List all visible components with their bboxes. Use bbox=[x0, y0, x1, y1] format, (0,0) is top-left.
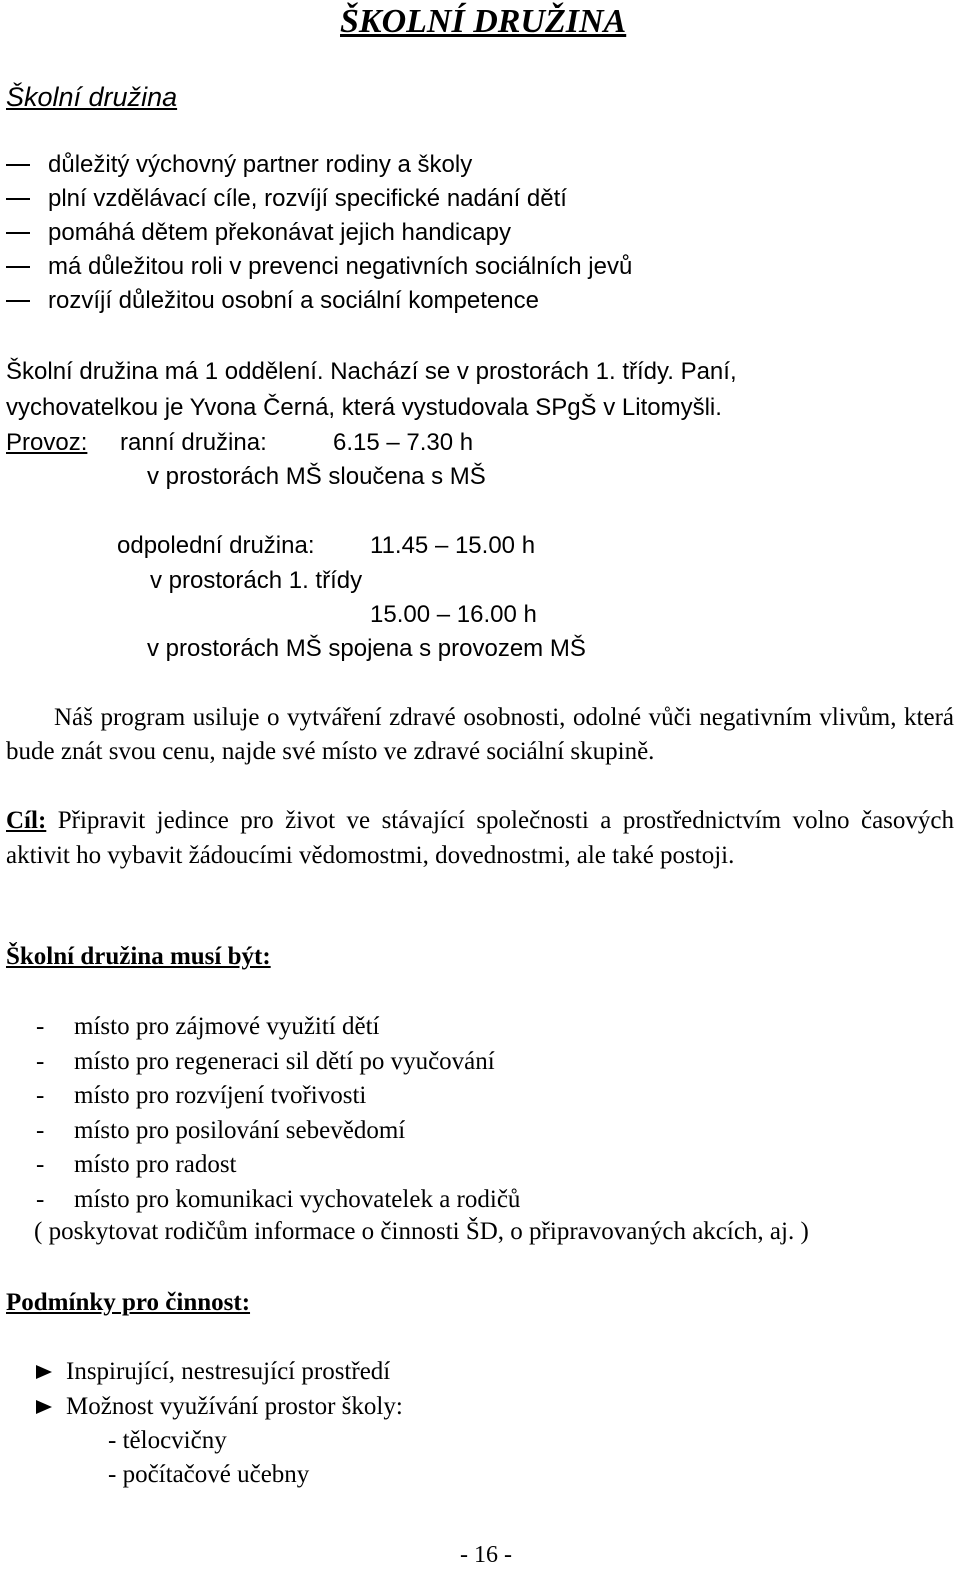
afternoon-time: 11.45 – 15.00 h bbox=[370, 532, 536, 559]
goal-paragraph bbox=[6, 803, 954, 873]
morning-label: ranní družina: bbox=[120, 429, 267, 456]
program-paragraph: Náš program usiluje o vytváření zdravé osobnosti, odolné vůči negativním vlivům, která bude znát svou cenu, najde své místo ve zdravé sociální skupině. bbox=[6, 704, 954, 765]
goal-text: Připravit jedince pro život ve stávající společnosti a prostřednictvím volno časových aktivit ho vybavit žádoucími vědomostmi, dovednostmi, ale také postoji. bbox=[6, 807, 954, 869]
info-line-2: vychovatelkou je Yvona Černá, která vystudovala SPgŠ v Litomyšli. bbox=[6, 394, 722, 421]
list-item: pomáhá dětem překonávat jejich handicapy bbox=[6, 216, 632, 250]
list-item: má důležitou roli v prevenci negativních sociálních jevů bbox=[6, 250, 632, 284]
dash-bullet-icon bbox=[6, 164, 30, 166]
list-item: - místo pro rozvíjení tvořivosti bbox=[36, 1082, 367, 1109]
must-be-note: ( poskytovat rodičům informace o činnosti ŠD, o připravovaných akcích, aj. ) bbox=[34, 1218, 809, 1245]
page-title: ŠKOLNÍ DRUŽINA bbox=[340, 3, 627, 40]
dash-bullet-icon bbox=[6, 232, 30, 234]
list-item: Možnost využívání prostor školy: bbox=[36, 1390, 403, 1425]
list-item: - místo pro posilování sebevědomí bbox=[36, 1116, 406, 1144]
afternoon-place: v prostorách 1. třídy bbox=[150, 567, 363, 594]
list-item: rozvíjí důležitou osobní a sociální kompetence bbox=[6, 284, 632, 318]
list-item: Inspirující, nestresující prostředí bbox=[36, 1355, 403, 1390]
conditions-heading: Podmínky pro činnost: bbox=[6, 1289, 251, 1316]
morning-place: v prostorách MŠ sloučena s MŠ bbox=[147, 463, 486, 490]
list-item: - místo pro radost bbox=[36, 1151, 237, 1178]
sub-item: - tělocvičny bbox=[108, 1427, 227, 1454]
section-subtitle: Školní družina bbox=[6, 82, 178, 112]
sub-item: - počítačové učebny bbox=[108, 1461, 310, 1488]
morning-time: 6.15 – 7.30 h bbox=[333, 429, 474, 456]
dash-bullet-icon bbox=[6, 266, 30, 268]
arrow-bullet-icon bbox=[36, 1400, 52, 1414]
afternoon-label: odpolední družina: bbox=[117, 532, 315, 559]
list-item: plní vzdělávací cíle, rozvíjí specifické nadání dětí bbox=[6, 182, 632, 216]
dash-bullet-icon bbox=[6, 198, 30, 200]
arrow-bullet-icon bbox=[36, 1365, 52, 1379]
dash-bullet-icon bbox=[6, 300, 30, 302]
late-time: 15.00 – 16.00 h bbox=[370, 601, 537, 628]
list-item: - místo pro komunikaci vychovatelek a rodičů bbox=[36, 1185, 521, 1213]
provoz-label: Provoz: bbox=[6, 429, 88, 456]
list-item: - místo pro regeneraci sil dětí po vyučování bbox=[36, 1047, 495, 1075]
roles-list bbox=[6, 148, 632, 318]
late-place: v prostorách MŠ spojena s provozem MŠ bbox=[147, 635, 586, 662]
info-line-1: Školní družina má 1 oddělení. Nachází se v prostorách 1. třídy. Paní, bbox=[6, 358, 737, 385]
must-be-list bbox=[36, 1010, 520, 1217]
list-item: důležitý výchovný partner rodiny a školy bbox=[6, 148, 632, 182]
goal-label: Cíl: bbox=[6, 807, 47, 834]
must-be-heading: Školní družina musí být: bbox=[6, 943, 271, 970]
page-number: - 16 - bbox=[460, 1542, 512, 1568]
conditions-list bbox=[36, 1355, 403, 1424]
list-item: - místo pro zájmové využití dětí bbox=[36, 1013, 380, 1040]
